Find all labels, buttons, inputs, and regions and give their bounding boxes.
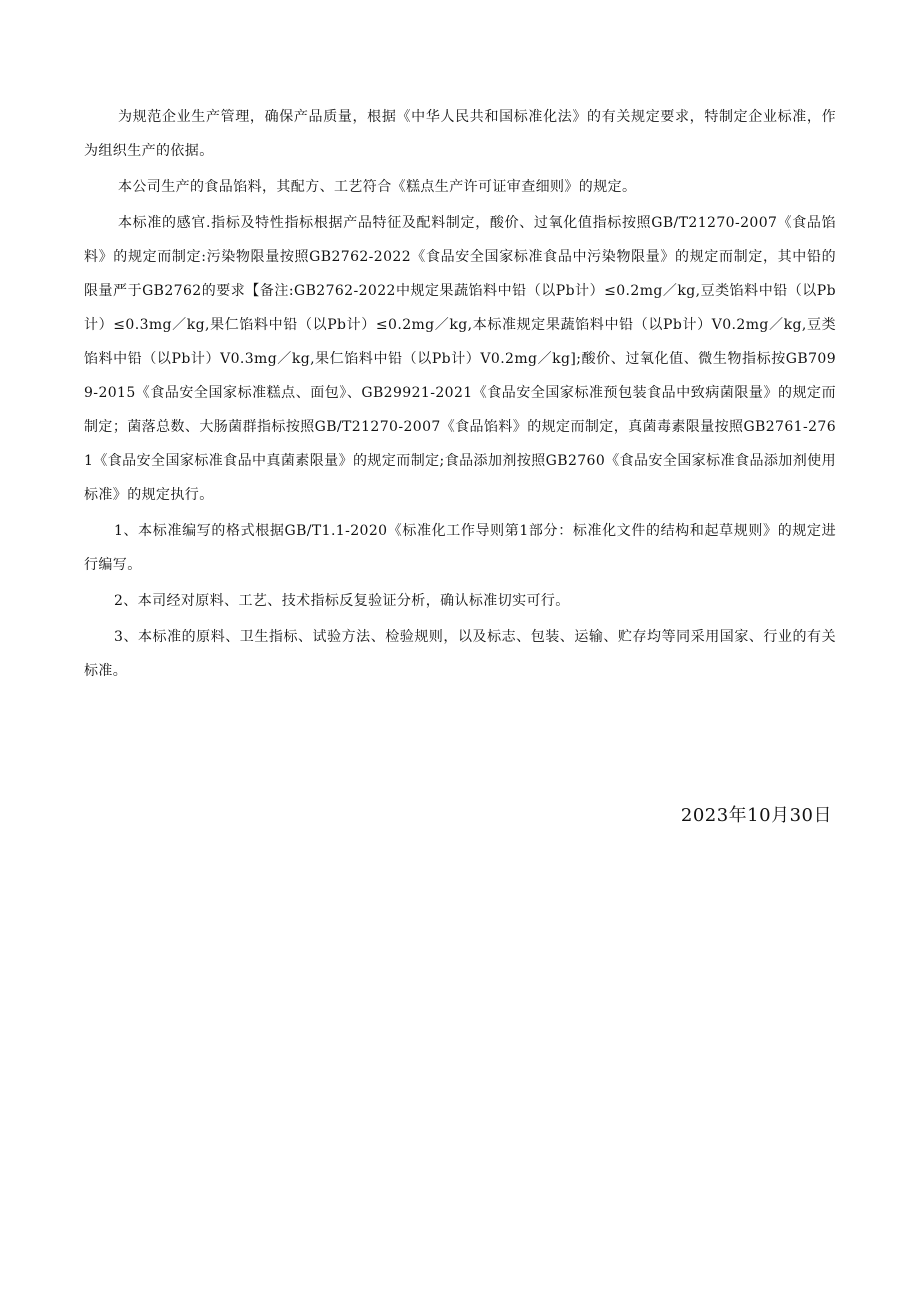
paragraph-item-3: 3、本标准的原料、卫生指标、试验方法、检验规则，以及标志、包装、运输、贮存均等同采用国家、行业的有关标准。 bbox=[84, 629, 836, 679]
paragraph-indicators-basis: 本标准的感官.指标及特性指标根据产品特征及配料制定，酸价、过氧化值指标按照GB/T21270-2007《食品馅料》的规定而制定:污染物限量按照GB2762-2022《食品安全国家标准食品中污染物限量》的规定而制定，其中铅的限量严于GB2762的要求【备注:GB2762-2022中规定果蔬馅料中铅（以Pb计）≤0.2mg／kg,豆类馅料中铅（以Pb计）≤0.3mg／kg,果仁馅料中铅（以Pb计）≤0.2mg／kg,本标准规定果蔬馅料中铅（以Pb计）V0.2mg／kg,豆类馅料中铅（以Pb计）V0.3mg／kg,果仁馅料中铅（以Pb计）V0.2mg／kg];酸价、过氧化值、微生物指标按GB7099-2015《食品安全国家标准糕点、面包》、GB29921-2021《食品安全国家标准预包装食品中致病菌限量》的规定而制定；菌落总数、大肠菌群指标按照GB/T21270-2007《食品馅料》的规定而制定，真菌毒素限量按照GB2761-2761《食品安全国家标准食品中真菌素限量》的规定而制定;食品添加剂按照GB2760《食品安全国家标准食品添加剂使用标准》的规定执行。 bbox=[84, 215, 836, 503]
document-date: 2023年10月30日 bbox=[680, 805, 832, 826]
document-body bbox=[84, 100, 836, 690]
paragraph-item-1: 1、本标准编写的格式根据GB/T1.1-2020《标准化工作导则第1部分：标准化文件的结构和起草规则》的规定进行编写。 bbox=[84, 523, 836, 573]
paragraph-purpose: 为规范企业生产管理，确保产品质量，根据《中华人民共和国标准化法》的有关规定要求，特制定企业标准，作为组织生产的依据。 bbox=[84, 109, 836, 159]
paragraph-item-2: 2、本司经对原料、工艺、技术指标反复验证分析，确认标准切实可行。 bbox=[114, 593, 570, 609]
paragraph-product-compliance: 本公司生产的食品馅料，其配方、工艺符合《糕点生产许可证审查细则》的规定。 bbox=[118, 179, 637, 195]
